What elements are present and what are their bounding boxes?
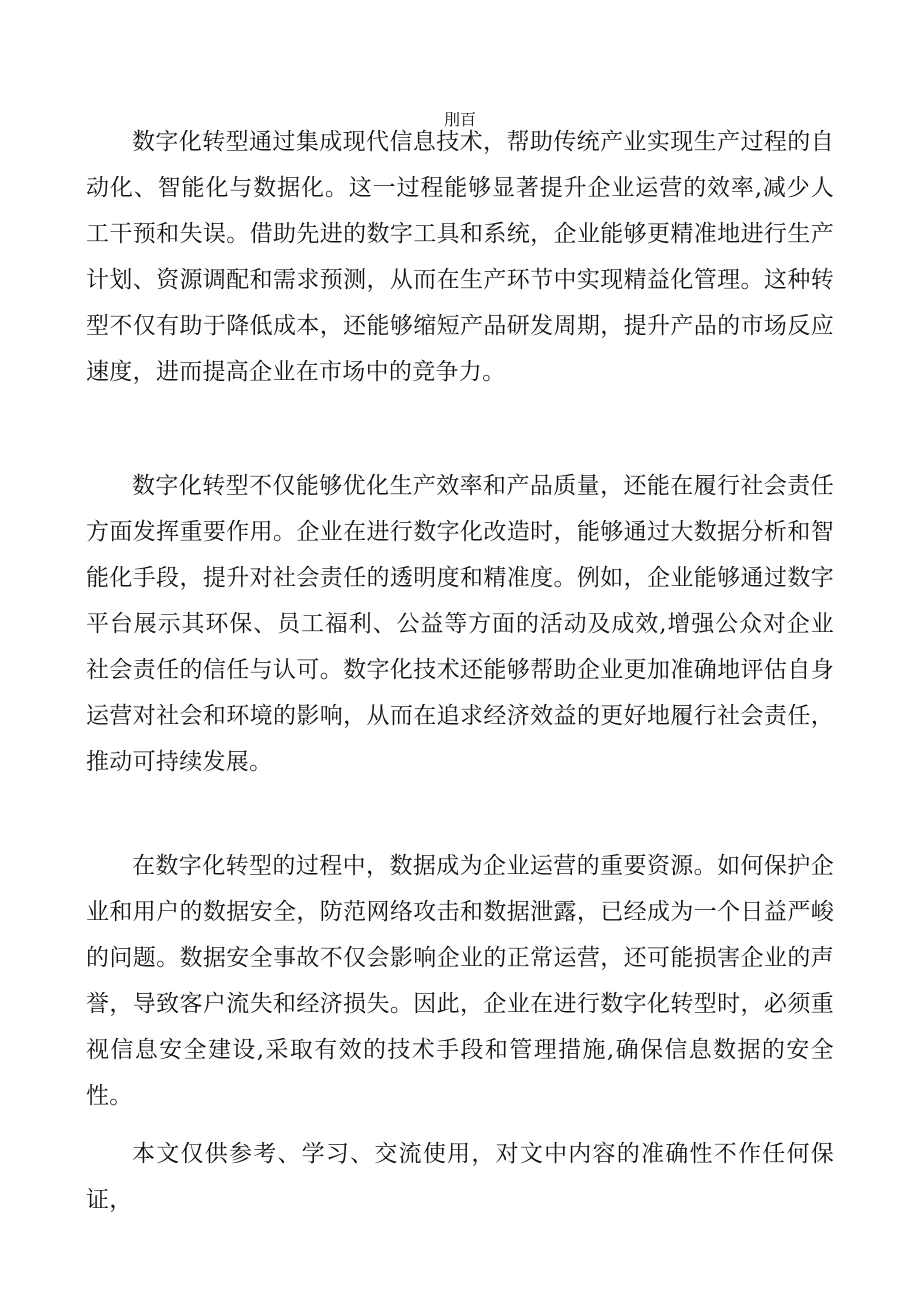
paragraph-1: 数字化转型通过集成现代信息技术，帮助传统产业实现生产过程的自动化、智能化与数据化。这一过程能够显著提升企业运营的效率,减少人工干预和失误。借助先进的数字工具和系统，企业能够更精准地进行生产计划、资源调配和需求预测，从而在生产环节中实现精益化管理。这种转型不仅有助于降低成本，还能够缩短产品研发周期，提升产品的市场反应速度，进而提高企业在市场中的竞争力。 xyxy=(86,129,834,385)
paragraph-2: 数字化转型不仅能够优化生产效率和产品质量，还能在履行社会责任方面发挥重要作用。企业在进行数字化改造时，能够通过大数据分析和智能化手段，提升对社会责任的透明度和精准度。例如，企业能够通过数字平台展示其环保、员工福利、公益等方面的活动及成效,增强公众对企业社会责任的信任与认可。数字化技术还能够帮助企业更加准确地评估自身运营对社会和环境的影响，从而在追求经济效益的更好地履行社会责任，推动可持续发展。 xyxy=(86,473,834,775)
paragraph-4: 本文仅供参考、学习、交流使用，对文中内容的准确性不作任何保证， xyxy=(86,1141,834,1213)
page-heading: 刖百 xyxy=(443,110,476,129)
paragraph-3: 在数字化转型的过程中，数据成为企业运营的重要资源。如何保护企业和用户的数据安全，防范网络攻击和数据泄露，已经成为一个日益严峻的问题。数据安全事故不仅会影响企业的正常运营，还可能损害企业的声誉，导致客户流失和经济损失。因此，企业在进行数字化转型时，必须重视信息安全建设,采取有效的技术手段和管理措施,确保信息数据的安全性。 xyxy=(86,853,834,1109)
